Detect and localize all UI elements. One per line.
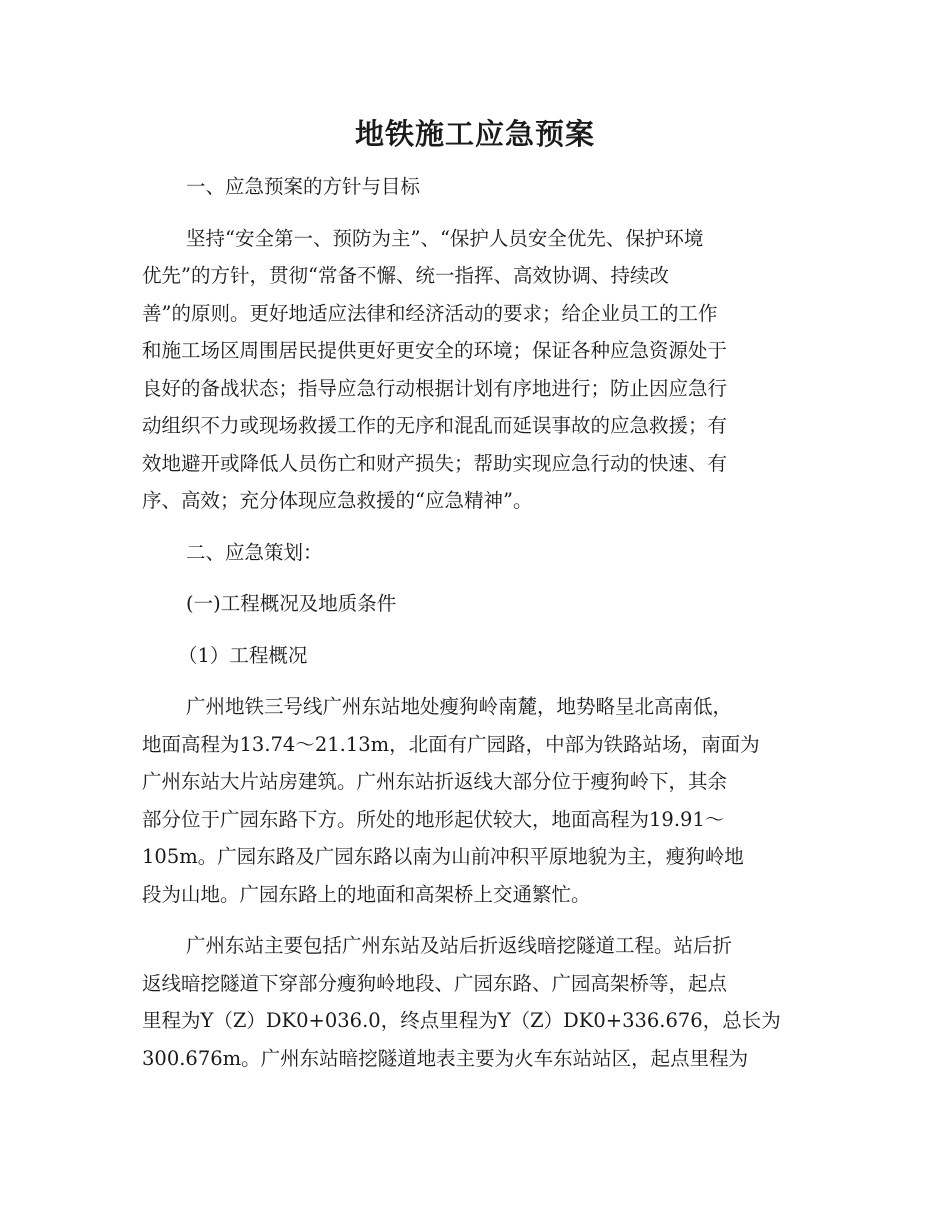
paragraph-overview [142,688,812,913]
text-line: 广州东站主要包括广州东站及站后折返线暗挖隧道工程。站后折 [186,934,733,957]
text-line: 广州地铁三号线广州东站地处瘦狗岭南麓，地势略呈北高南低， [186,695,733,718]
text-line: 300.676m。广州东站暗挖隧道地表主要为火车东站站区，起点里程为 [142,1046,749,1070]
document-title: 地铁施工应急预案 [354,117,595,151]
text-line: 部分位于广园东路下方。所处的地形起伏较大，地面高程为19.91～ [142,807,725,831]
text-line: 广州东站大片站房建筑。广州东站折返线大部分位于瘦狗岭下，其余 [142,770,728,793]
text-line: 段为山地。广园东路上的地面和高架桥上交通繁忙。 [142,882,591,906]
text-line: 地面高程为13.74～21.13m，北面有广园路，中部为铁路站场，南面为 [142,732,760,756]
text-line: 优先”的方针，贯彻“常备不懈、统一指挥、高效协调、持续改 [142,264,669,287]
text-line: 良好的备战状态；指导应急行动根据计划有序地进行；防止因应急行 [142,376,728,400]
text-line: 返线暗挖隧道下穿部分瘦狗岭地段、广园东路、广园高架桥等，起点 [142,971,728,995]
text-line: 105m。广园东路及广园东路以南为山前冲积平原地貌为主，瘦狗岭地 [142,845,744,868]
section-heading-1: 一、应急预案的方针与目标 [186,175,421,198]
section-heading-2: 二、应急策划： [186,540,323,564]
text-line: 序、高效；充分体现应急救援的“应急精神”。 [142,489,533,512]
text-line: 动组织不力或现场救援工作的无序和混乱而延误事故的应急救援；有 [142,414,728,437]
subsection-heading: (一)工程概况及地质条件 [186,592,397,615]
text-line: 里程为Y（Z）DK0+036.0，终点里程为Y（Z）DK0+336.676，总长为 [142,1009,781,1032]
text-line: 坚持“安全第一、预防为主”、“保护人员安全优先、保护环境 [186,226,704,250]
document-body [142,168,812,1077]
subsection-heading: （1）工程概况 [178,643,308,667]
text-line: 和施工场区周围居民提供更好更安全的环境；保证各种应急资源处于 [142,339,728,362]
text-line: 善”的原则。更好地适应法律和经济活动的要求；给企业员工的工作 [142,301,718,325]
paragraph-policy [142,220,812,520]
text-line: 效地避开或降低人员伤亡和财产损失；帮助实现应急行动的快速、有 [142,451,728,475]
paragraph-station [142,927,812,1077]
